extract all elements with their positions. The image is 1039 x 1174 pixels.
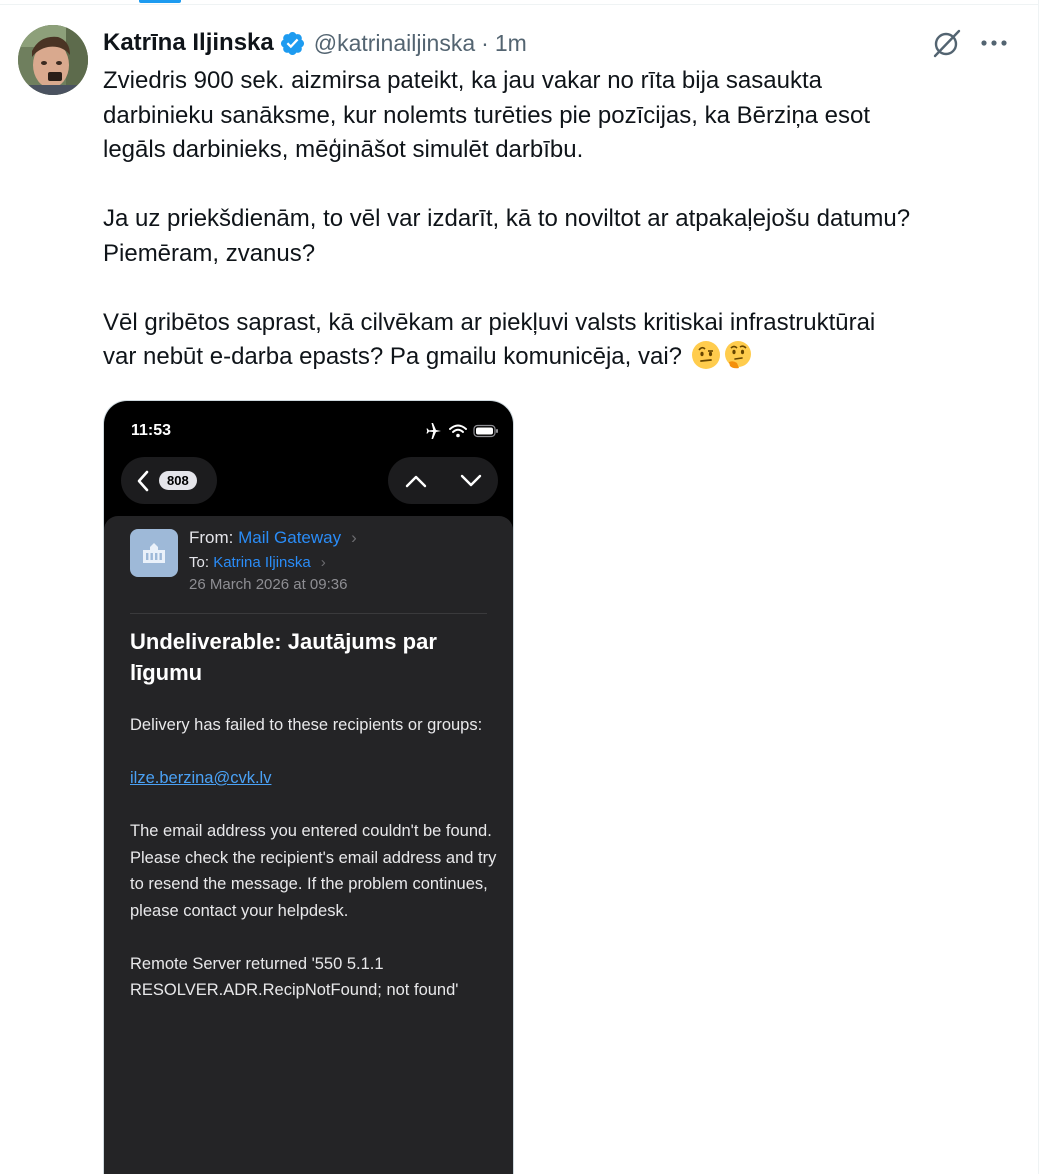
divider [0,4,1039,5]
thinking-face-icon [723,340,753,370]
verified-badge-icon[interactable] [279,30,306,57]
tweet-line: Ja uz priekšdienām, to vēl var izdarīt, kā to noviltot ar atpakaļejošu datumu? [103,205,911,232]
recipient-email-link: ilze.berzina@cvk.lv [130,769,272,787]
tweet-line: legāls darbinieks, mēģināšot simulēt darbību. [103,136,584,163]
from-name: Mail Gateway [238,528,342,547]
airplane-icon [425,423,443,439]
separator: · [481,29,489,56]
chevron-up-icon[interactable] [404,473,428,489]
email-date: 26 March 2026 at 09:36 [189,576,348,593]
message-nav [388,457,498,504]
email-paragraph: Delivery has failed to these recipients or groups: [130,716,483,734]
tweet-paragraph [103,306,1023,375]
divider [130,613,487,614]
attached-image[interactable] [103,400,514,1174]
tweet-header [103,26,527,60]
more-icon [980,39,1008,47]
status-time: 11:53 [131,422,172,439]
tweet-line: darbinieku sanāksme, kur nolemts turēties pie pozīcijas, ka Bērziņa esot [103,101,871,129]
email-paragraph: Remote Server returned '550 5.1.1 RESOLVER.ADR.RecipNotFound; not found' [130,954,459,999]
author-handle[interactable]: @katrinailjinska [313,29,476,56]
tweet-paragraph [103,202,1023,271]
timestamp[interactable]: 1m [494,29,527,56]
status-icons [425,423,499,439]
author-name[interactable]: Katrīna Iljinska [103,29,274,56]
grok-icon [931,27,963,59]
tweet-line [103,340,1023,375]
email-paragraph [130,765,500,792]
more-options-button[interactable] [976,26,1012,60]
tweet-line-text: var nebūt e-darba epasts? Pa gmailu komunicēja, vai? [103,343,682,370]
email-body [130,712,500,1030]
sender-building-icon [130,529,178,577]
wifi-icon [449,424,467,438]
chevron-right-icon: › [320,554,326,571]
to-label: To: [189,554,210,571]
to-name: Katrina Iljinska [213,554,311,571]
tweet-line: Vēl gribētos saprast, kā cilvēkam ar piekļuvi valsts kritiskai infrastruktūrai [103,308,876,336]
battery-icon [473,424,499,438]
from-label: From: [189,528,234,547]
tweet-text [103,64,1023,375]
avatar-photo [18,25,88,95]
to-line [189,554,326,571]
unread-count-badge: 808 [159,471,197,490]
face-with-raised-eyebrow-icon [691,340,721,370]
tweet-line: Zviedris 900 sek. aizmirsa pateikt, ka jau vakar no rīta bija sasaukta [103,67,822,94]
from-line [189,528,357,548]
chevron-right-icon: › [351,528,357,547]
tweet-paragraph [103,64,1023,168]
grok-button[interactable] [929,26,965,60]
chevron-left-icon [135,469,151,493]
back-button[interactable] [121,457,217,504]
phone-status-bar [104,401,513,461]
chevron-down-icon[interactable] [459,473,483,489]
avatar[interactable] [18,25,88,95]
email-paragraph: The email address you entered couldn't be found. Please check the recipient's email address and try to resend the message. If the problem continues, please contact your helpdesk. [130,822,497,920]
active-tab-indicator [139,0,181,3]
email-subject: Undeliverable: Jautājums par līgumu [130,629,437,685]
tweet-line: Piemēram, zvanus? [103,239,316,267]
email-view [104,516,513,1174]
